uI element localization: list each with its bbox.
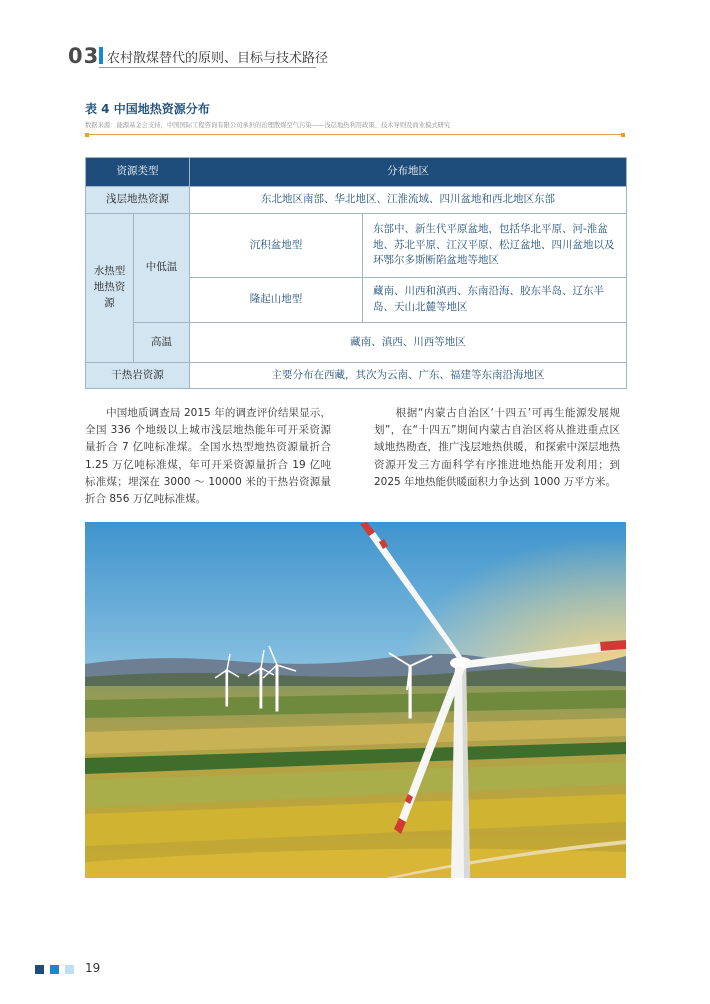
geothermal-distribution-table <box>85 157 627 389</box>
paragraph-plan-text: 根据“内蒙古自治区‘十四五’可再生能源发展规划”，在“十四五”期间内蒙古自治区将从推进重点区域地热勘查，推广浅层地热供暖，和探索中深层地热资源开发三方面科学有序推进地热能开发利用；到 2025 年地热能供暖面积力争达到 1000 万平方米。 <box>374 407 620 488</box>
hot-dry-rock-label: 干热岩资源 <box>86 363 190 389</box>
paragraph-survey-text: 中国地质调查局 2015 年的调查评价结果显示，全国 336 个地级以上城市浅层地热能年可开采资源量折合 7 亿吨标准煤。全国水热型地热资源量折合 1.25 万亿吨标准煤，年可开采资源量折合 19 亿吨标准煤；埋深在 3000 ～ 10000 米的干热岩资源量折合 856 万亿吨标准煤。 <box>85 407 331 506</box>
table-row <box>86 214 627 278</box>
high-temp-region: 藏南、滇西、川西等地区 <box>190 323 627 363</box>
chapter-accent-bar <box>99 47 103 64</box>
divider-line <box>89 134 621 135</box>
shallow-label: 浅层地热资源 <box>86 187 190 214</box>
paragraph-survey <box>85 405 331 508</box>
page-number: 19 <box>85 961 101 975</box>
low-mid-temp-label: 中低温 <box>134 214 190 323</box>
sedimentary-region: 东部中、新生代平原盆地，包括华北平原、河-淮盆地、苏北平原、江汉平原、松辽盆地、四川盆地以及环鄂尔多斯断陷盆地等地区 <box>363 214 627 278</box>
header-distribution-region: 分布地区 <box>190 158 627 187</box>
section-divider <box>85 133 625 137</box>
chapter-header <box>68 44 329 68</box>
table-header-row <box>86 158 627 187</box>
high-temp-label: 高温 <box>134 323 190 363</box>
paragraph-plan <box>374 405 620 491</box>
chapter-number: 03 <box>68 44 100 68</box>
chapter-title: 农村散煤替代的原则、目标与技术路径 <box>107 51 329 66</box>
sedimentary-label: 沉积盆地型 <box>190 214 363 278</box>
hot-dry-rock-region: 主要分布在西藏，其次为云南、广东、福建等东南沿海地区 <box>190 363 627 389</box>
wind-turbine-photo <box>85 522 626 878</box>
hydro-label: 水热型地热资源 <box>86 214 134 363</box>
footer-square-mid <box>50 965 59 974</box>
uplift-region: 藏南、川西和滇西、东南沿海、胶东半岛、辽东半岛、天山北麓等地区 <box>363 278 627 323</box>
shallow-region: 东北地区南部、华北地区、江淮流域、四川盆地和西北地区东部 <box>190 187 627 214</box>
table-row <box>86 187 627 214</box>
table-title: 表 4 中国地热资源分布 <box>85 102 210 116</box>
chapter-underline <box>99 67 316 68</box>
footer-square-light <box>65 965 74 974</box>
table-row <box>86 323 627 363</box>
header-resource-type: 资源类型 <box>86 158 190 187</box>
table-row <box>86 363 627 389</box>
divider-dot-right <box>621 133 625 137</box>
footer-square-dark <box>35 965 44 974</box>
data-source: 数据来源：能源基金会支持，中国国际工程咨询有限公司承担的治理散煤空气污染——浅层地热利用政策、技术导则及商业模式研究 <box>85 122 451 129</box>
uplift-label: 隆起山地型 <box>190 278 363 323</box>
